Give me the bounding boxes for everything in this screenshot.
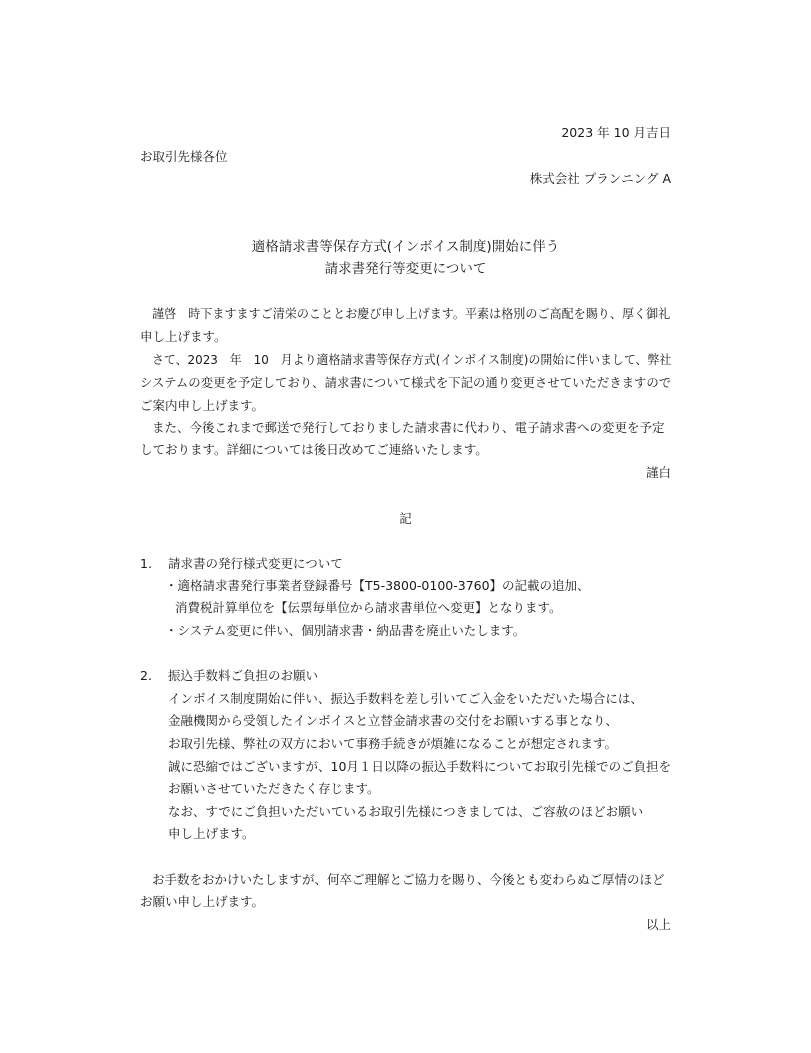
paragraph-3-line-1: また、今後これまで郵送で発行しておりました請求書に代わり、電子請求書への変更を予定: [152, 420, 665, 435]
paragraph-1-line-2: 申し上げます。: [140, 329, 227, 344]
paragraph-2-line-2: システムの変更を予定しており、請求書について様式を下記の通り変更させていただきますので: [140, 375, 672, 390]
paragraph-2-line-1: さて、2023 年 10 月より適格請求書等保存方式(インボイス制度)の開始に伴いまして、弊社: [152, 352, 672, 367]
section-2-number: 2.: [140, 668, 152, 683]
section-1-bullet-1-line-2: 消費税計算単位を【伝票毎単位から請求書単位へ変更】となります。: [175, 600, 562, 615]
closing-line-2: お願い申し上げます。: [140, 894, 265, 909]
ki-heading: 記: [399, 511, 412, 526]
section-2-line-2: 金融機関から受領したインボイスと立替金請求書の交付をお願いする事となり、: [168, 713, 618, 728]
section-1-bullet-2: ・システム変更に伴い、個別請求書・納品書を廃止いたします。: [165, 623, 526, 638]
section-2-line-4: 誠に恐縮ではございますが、10月１日以降の振込手数料についてお取引先様でのご負担を: [168, 759, 672, 774]
section-1-heading: 請求書の発行様式変更について: [168, 556, 343, 571]
paragraph-2-line-3: ご案内申し上げます。: [140, 398, 265, 413]
section-2-line-1: インボイス制度開始に伴い、振込手数料を差し引いてご入金をいただいた場合には、: [168, 691, 643, 706]
section-1-number: 1.: [140, 556, 152, 571]
section-2-line-7: 申し上げます。: [168, 826, 255, 841]
closing-word-kinpaku: 謹白: [645, 465, 671, 480]
sender: 株式会社 プランニング A: [529, 171, 671, 186]
section-2-heading: 振込手数料ご負担のお願い: [168, 668, 319, 683]
title-line-1: 適格請求書等保存方式(インボイス制度)開始に伴う: [251, 239, 560, 255]
paragraph-3-line-2: しております。詳細については後日改めてご連絡いたします。: [140, 442, 488, 457]
section-2-line-3: お取引先様、弊社の双方において事務手続きが煩雑になることが想定されます。: [168, 736, 618, 751]
section-1-bullet-1-line-1: ・適格請求書発行事業者登録番号【T5-3800-0100-3760】の記載の追加、: [165, 578, 590, 593]
recipient: お取引先様各位: [140, 149, 228, 164]
date: 2023 年 10 月吉日: [561, 125, 671, 140]
section-2-line-5: お願いさせていただきたく存じます。: [168, 781, 380, 796]
section-2-line-6: なお、すでにご負担いただいているお取引先様につきましては、ご容赦のほどお願い: [168, 804, 644, 819]
closing-end-ijou: 以上: [645, 917, 671, 932]
paragraph-1-line-1: 謹啓 時下ますますご清栄のこととお慶び申し上げます。平素は格別のご高配を賜り、厚く御礼: [152, 306, 671, 321]
title-line-2: 請求書発行等変更について: [324, 261, 487, 277]
closing-line-1: お手数をおかけいたしますが、何卒ご理解とご協力を賜り、今後とも変わらぬご厚情のほど: [152, 872, 665, 887]
